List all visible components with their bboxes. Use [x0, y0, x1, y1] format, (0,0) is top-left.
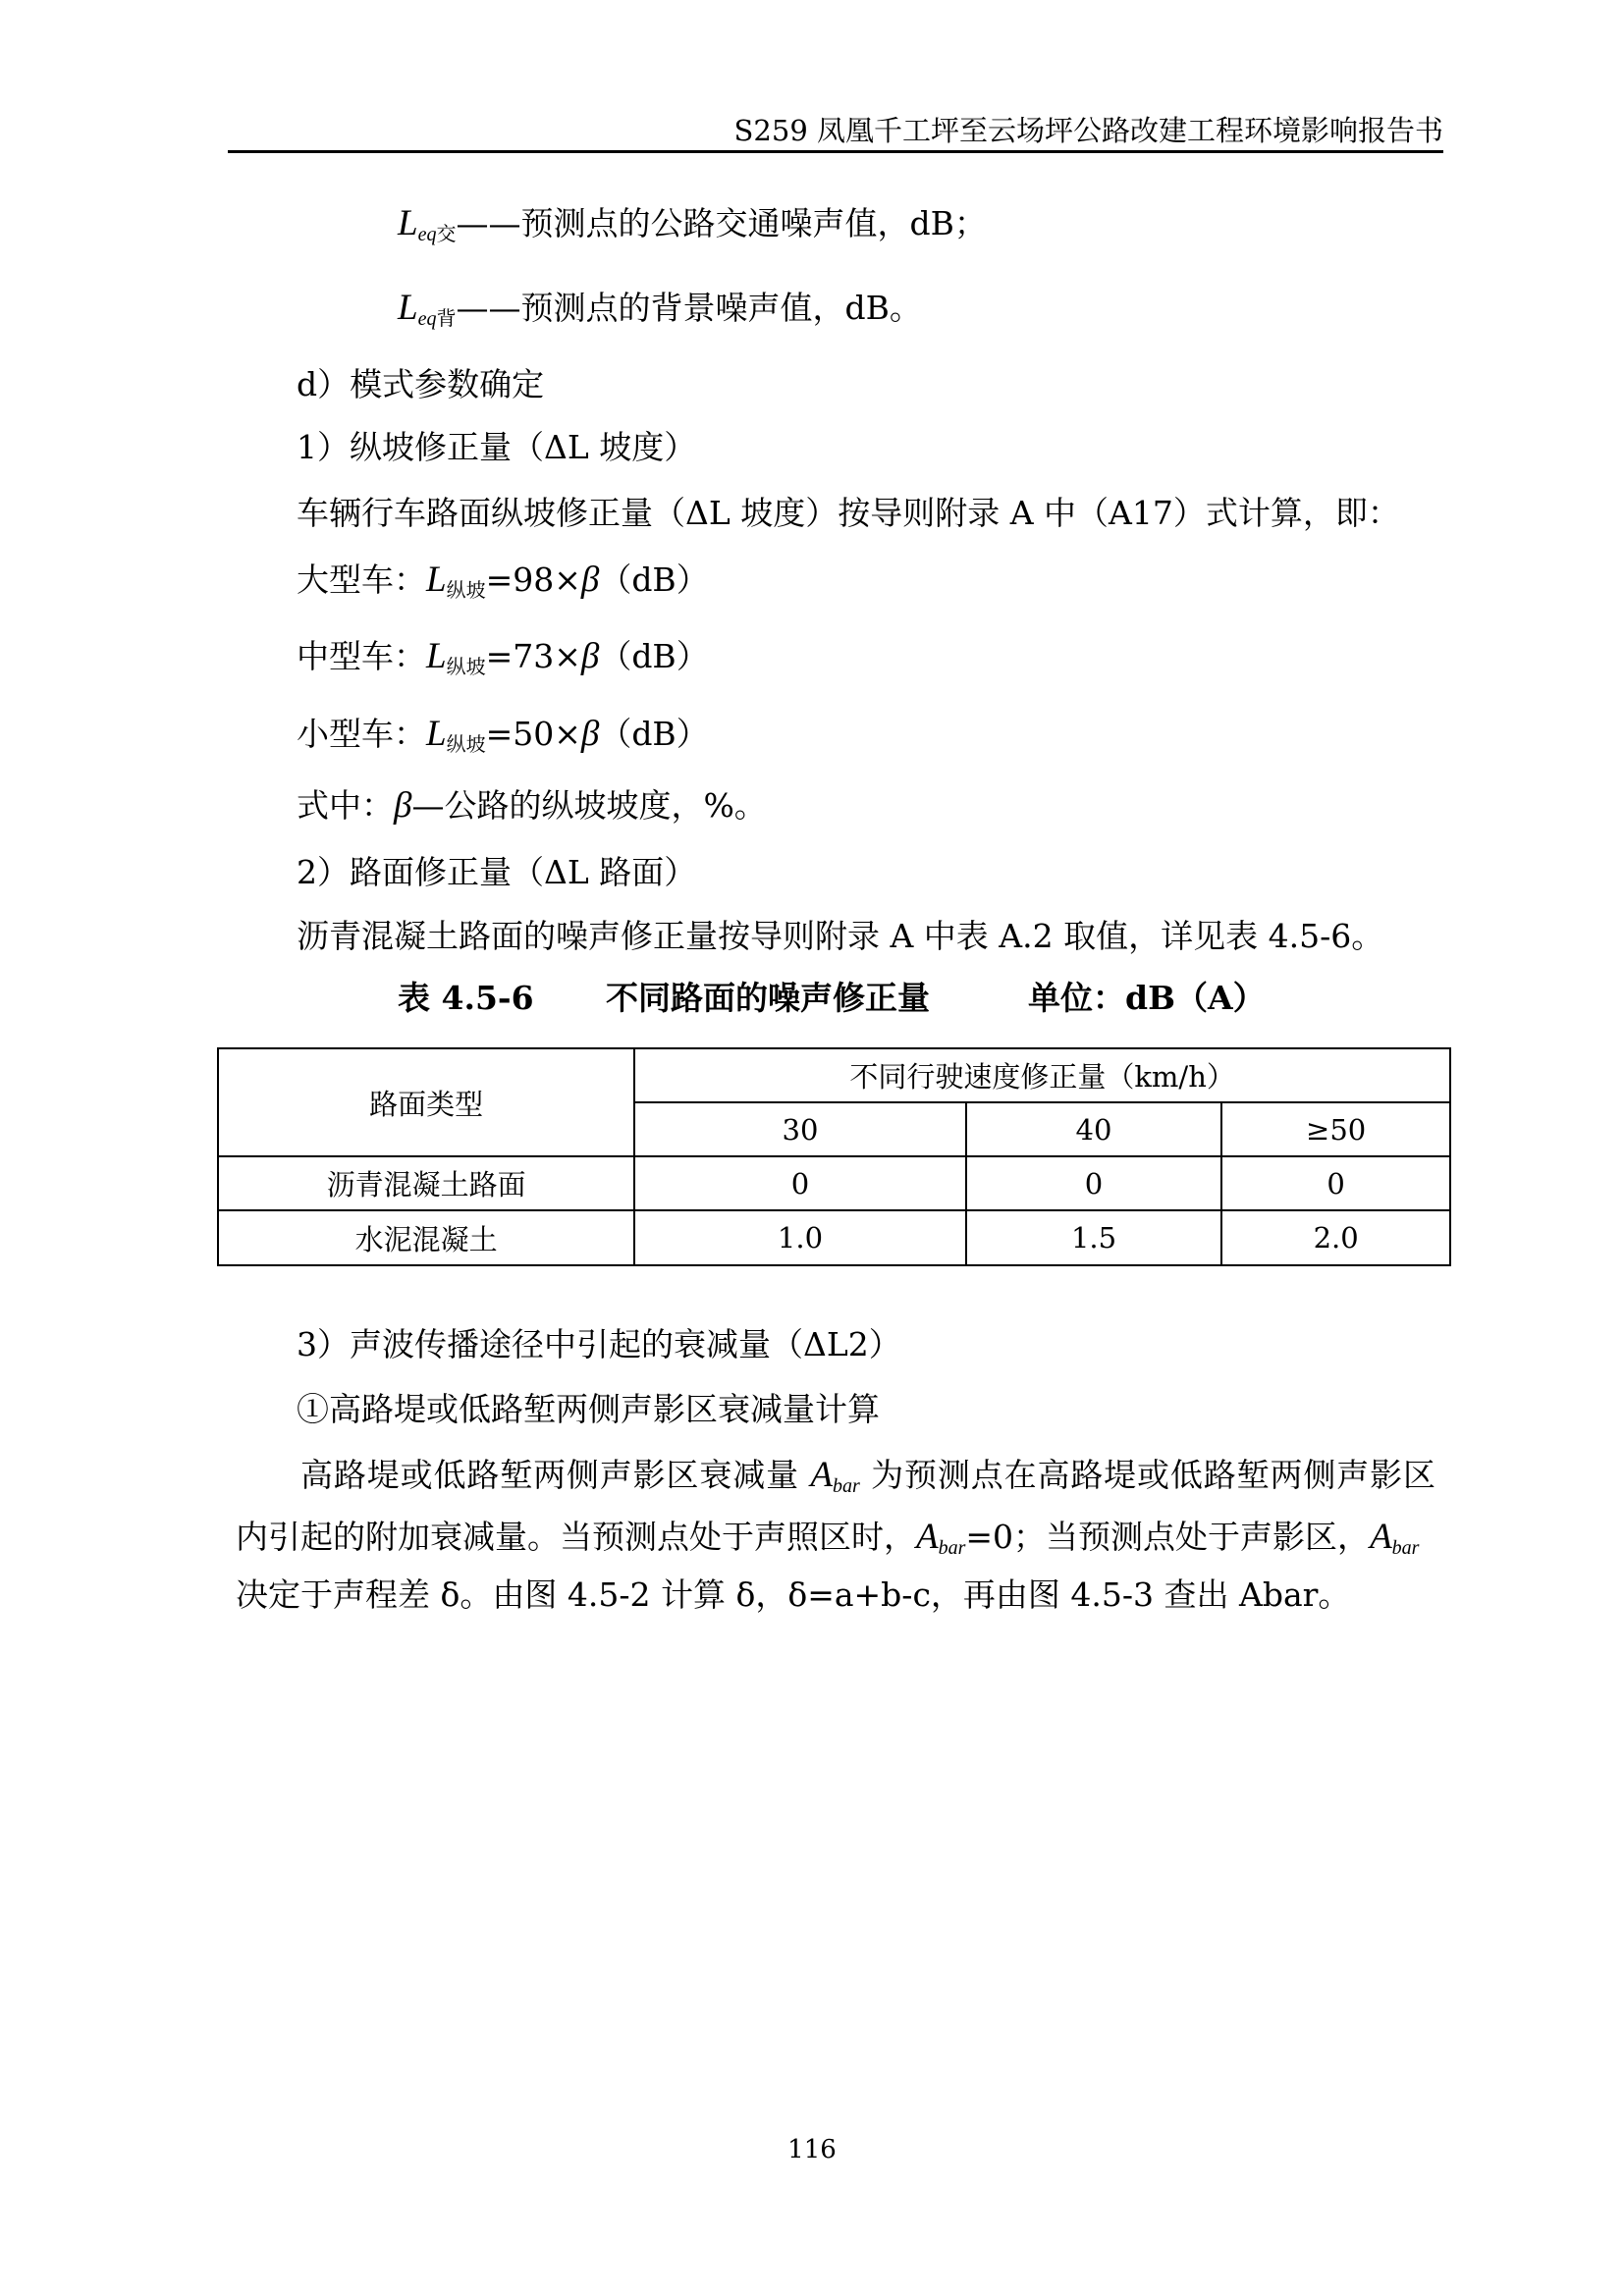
where-text: —公路的纵坡坡度，%。: [411, 786, 767, 825]
definition-text: ——预测点的公路交通噪声值，dB；: [456, 204, 987, 242]
symbol-beta: β: [580, 636, 600, 676]
speed-header: 30: [634, 1102, 965, 1156]
table-row: [218, 1210, 1450, 1265]
subscript-cn: 纵坡: [446, 578, 486, 602]
page-number: 116: [787, 2135, 837, 2164]
symbol-beta: β: [580, 560, 600, 600]
column-header-road-type: 路面类型: [218, 1048, 634, 1156]
symbol-L: L: [398, 288, 418, 328]
item-heading: 2）路面修正量（ΔL 路面）: [297, 853, 697, 891]
speed-header: 40: [966, 1102, 1222, 1156]
definition-text: ——预测点的背景噪声值，dB。: [456, 289, 922, 327]
where-prefix: 式中：: [297, 786, 394, 825]
para-text: 高路堤或低路堑两侧声影区衰减量: [300, 1456, 811, 1494]
noise-correction-table: [217, 1047, 1451, 1266]
speed-header: ≥50: [1221, 1102, 1450, 1156]
formula-rhs: =98×: [485, 561, 581, 599]
subscript-bar: bar: [938, 1537, 966, 1559]
formula-line: [297, 636, 709, 681]
body-paragraph: [236, 1447, 1435, 1571]
symbol-beta: β: [580, 714, 600, 754]
column-header-speed-group: 不同行驶速度修正量（km/h）: [634, 1048, 1450, 1102]
subscript-cn: 背: [436, 306, 457, 330]
paragraph: 沥青混凝土路面的噪声修正量按导则附录 A 中表 A.2 取值，详见表 4.5-6。: [297, 917, 1384, 955]
paragraph: 车辆行车路面纵坡修正量（ΔL 坡度）按导则附录 A 中（A17）式计算，即：: [297, 494, 1400, 532]
formula-rhs: =50×: [485, 715, 581, 753]
subscript-cn: 交: [436, 222, 457, 245]
symbol-L: L: [426, 560, 447, 600]
subscript-cn: 纵坡: [446, 732, 486, 756]
value-cell: 1.0: [634, 1210, 965, 1265]
formula-unit: （dB）: [599, 561, 709, 599]
symbol-L: L: [398, 203, 418, 243]
item-heading: 3）声波传播途径中引起的衰减量（ΔL2）: [297, 1325, 901, 1363]
symbol-L: L: [426, 636, 447, 676]
para-text: 为预测点在高路堤或低路堑两侧声影区内引起的附加衰减量。当预测点处于声照区时，: [236, 1456, 1435, 1556]
formula-line: [297, 560, 709, 605]
symbol-A: A: [810, 1455, 833, 1495]
subscript-bar: bar: [1391, 1537, 1420, 1559]
subscript-eq: eq: [417, 224, 437, 245]
road-type-cell: 沥青混凝土路面: [218, 1156, 634, 1210]
table-row: [218, 1156, 1450, 1210]
header-rule: [228, 150, 1443, 153]
formula-line: [297, 714, 709, 759]
item-heading: 1）纵坡修正量（ΔL 坡度）: [297, 428, 697, 466]
where-line: [297, 785, 767, 827]
symbol-A: A: [916, 1517, 939, 1557]
value-cell: 2.0: [1221, 1210, 1450, 1265]
table-number: 表 4.5-6: [398, 979, 534, 1017]
formula-unit: （dB）: [599, 715, 709, 753]
para-text: =0；当预测点处于声影区，: [965, 1518, 1371, 1556]
formula-label: 大型车：: [297, 561, 426, 599]
symbol-L: L: [426, 714, 447, 754]
table-title: 不同路面的噪声修正量: [606, 979, 930, 1017]
subscript-eq: eq: [417, 308, 437, 330]
section-heading: d）模式参数确定: [297, 365, 545, 403]
table-unit: 单位：dB（A）: [1028, 979, 1266, 1017]
subscript-cn: 纵坡: [446, 655, 486, 678]
value-cell: 1.5: [966, 1210, 1222, 1265]
formula-label: 中型车：: [297, 637, 426, 675]
road-type-cell: 水泥混凝土: [218, 1210, 634, 1265]
definition-line: [398, 203, 987, 249]
formula-unit: （dB）: [599, 637, 709, 675]
value-cell: 0: [966, 1156, 1222, 1210]
sub-heading: ①高路堤或低路堑两侧声影区衰减量计算: [297, 1390, 880, 1428]
symbol-beta: β: [394, 785, 412, 826]
formula-rhs: =73×: [485, 637, 581, 675]
value-cell: 0: [1221, 1156, 1450, 1210]
subscript-bar: bar: [832, 1475, 860, 1497]
definition-line: [398, 288, 922, 334]
symbol-A: A: [1370, 1517, 1392, 1557]
paragraph: 决定于声程差 δ。由图 4.5-2 计算 δ，δ=a+b-c，再由图 4.5-3 查出 Abar。: [236, 1575, 1351, 1614]
value-cell: 0: [634, 1156, 965, 1210]
running-header: S259 凤凰千工坪至云场坪公路改建工程环境影响报告书: [733, 114, 1443, 147]
formula-label: 小型车：: [297, 715, 426, 753]
